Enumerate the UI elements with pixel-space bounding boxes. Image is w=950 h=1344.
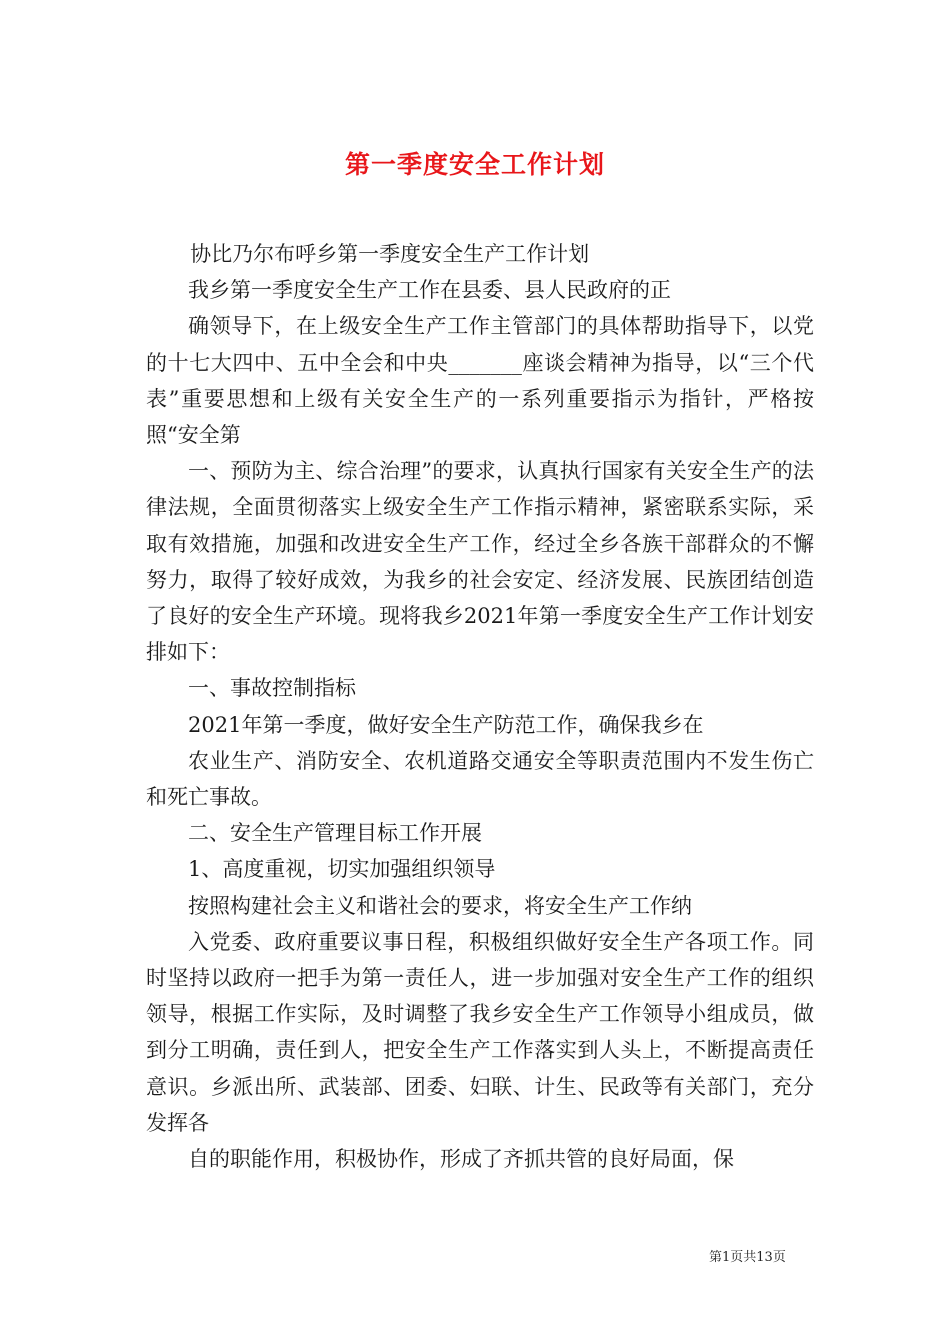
paragraph: 2021年第一季度，做好安全生产防范工作，确保我乡在 — [188, 712, 704, 737]
paragraph: 自的职能作用，积极协作，形成了齐抓共管的良好局面，保 — [188, 1147, 734, 1172]
section-heading: 一、事故控制指标 — [188, 676, 356, 701]
page-number: 第1页共13页 — [709, 1250, 786, 1265]
document-title: 第一季度安全工作计划 — [344, 149, 605, 179]
paragraph: 按照构建社会主义和谐社会的要求，将安全生产工作纳 — [188, 893, 692, 918]
subsection-heading: 1、高度重视，切实加强组织领导 — [188, 857, 496, 882]
paragraph: 农业生产、消防安全、农机道路交通安全等职责范围内不发生伤亡和死亡事故。 — [146, 748, 814, 810]
paragraph: 一、预防为主、综合治理”的要求，认真执行国家有关安全生产的法律法规，全面贯彻落实上级安全生产工作指示精神，紧密联系实际，采取有效措施，加强和改进安全生产工作，经过全乡各族干部群众的不懈努力，取得了较好成效，为我乡的社会安定、经济发展、民族团结创造了良好的安全生产环境。现将我乡2021年第一季度安全生产工作计划安排如下： — [146, 459, 814, 665]
paragraph: 我乡第一季度安全生产工作在县委、县人民政府的正 — [188, 278, 671, 303]
paragraph-heading: 协比乃尔布呼乡第一季度安全生产工作计划 — [190, 242, 590, 266]
section-heading: 二、安全生产管理目标工作开展 — [188, 821, 482, 846]
document-body — [146, 236, 814, 1177]
paragraph: 确领导下，在上级安全生产工作主管部门的具体帮助指导下，以党的十七大四中、五中全会和中央_______座谈会精神为指导，以“三个代表”重要思想和上级有关安全生产的一系列重要指示为指针，严格按照“安全第 — [146, 314, 814, 448]
paragraph: 入党委、政府重要议事日程，积极组织做好安全生产各项工作。同时坚持以政府一把手为第一责任人，进一步加强对安全生产工作的组织领导，根据工作实际，及时调整了我乡安全生产工作领导小组成员，做到分工明确，责任到人，把安全生产工作落实到人头上，不断提高责任意识。乡派出所、武装部、团委、妇联、计生、民政等有关部门，充分发挥各 — [146, 929, 814, 1135]
